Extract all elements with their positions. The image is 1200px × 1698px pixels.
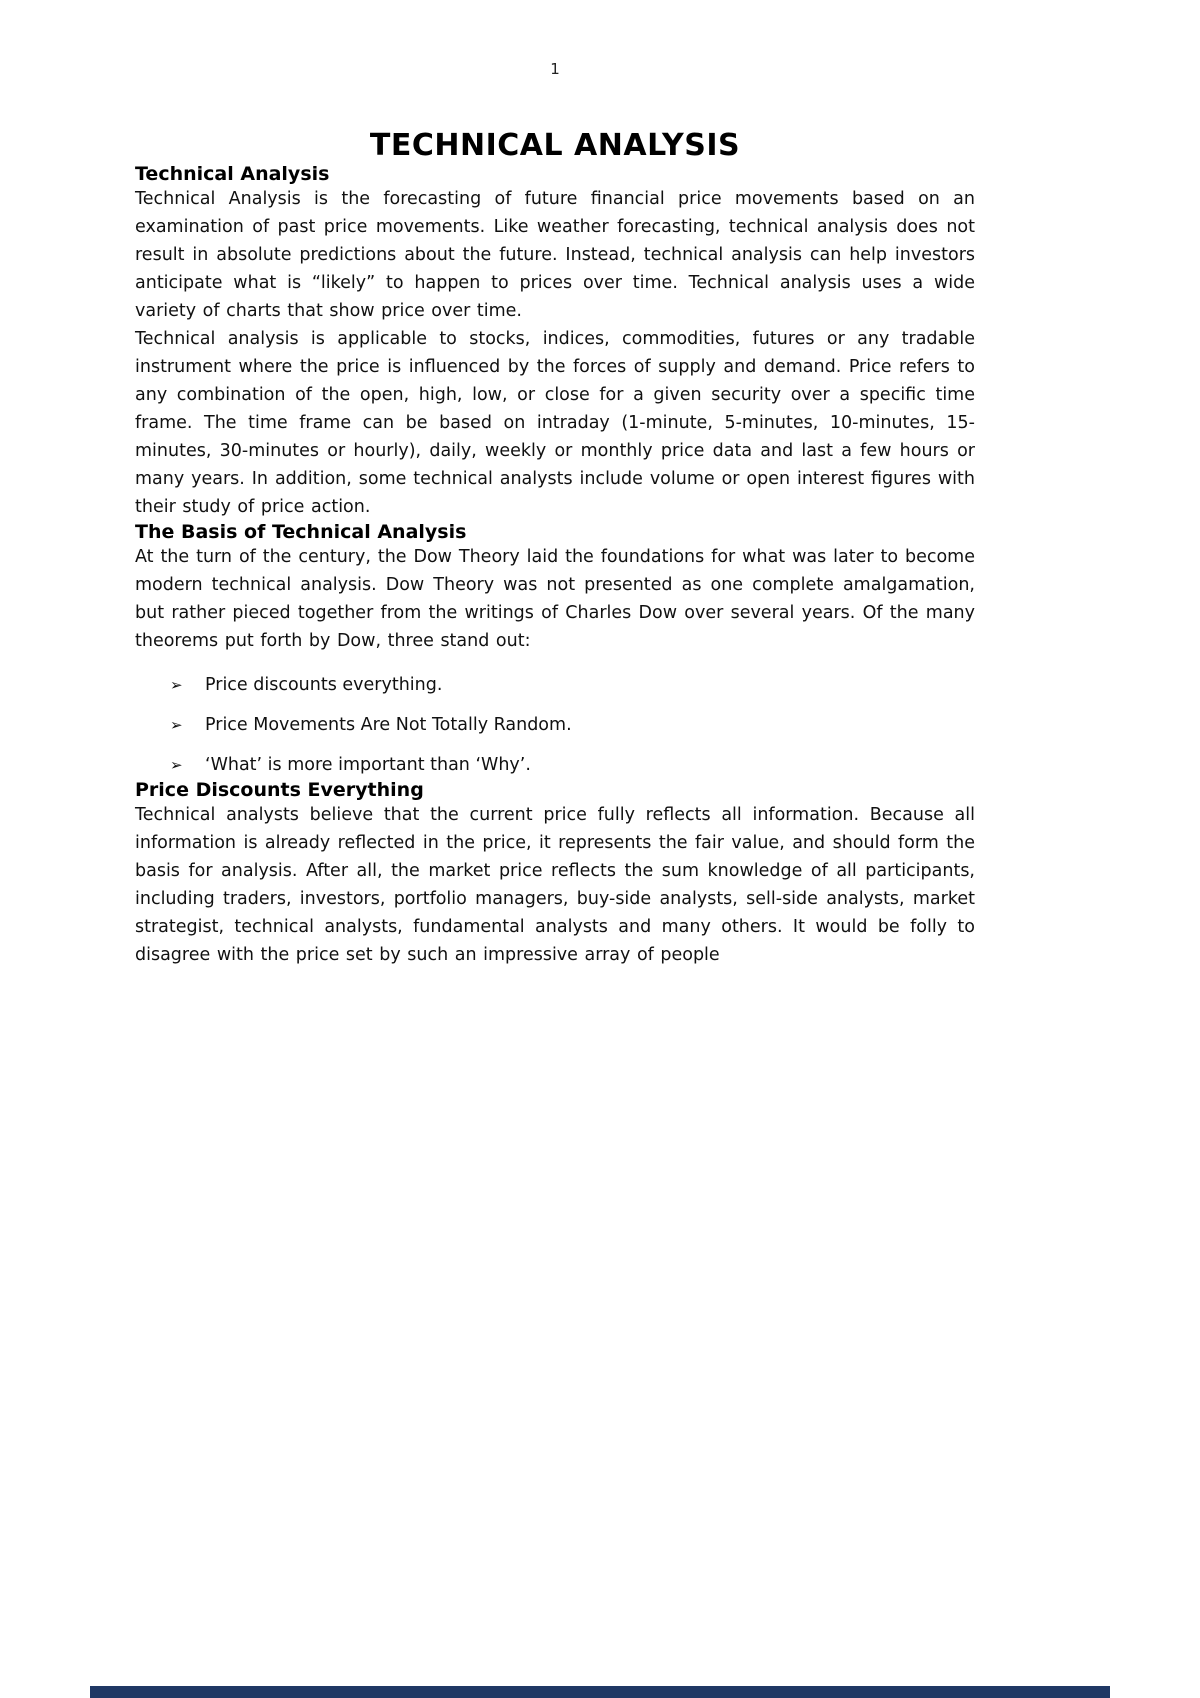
arrow-bullet-icon: ➢ [170, 716, 183, 734]
section-heading-basis: The Basis of Technical Analysis [135, 521, 467, 543]
section-heading-technical-analysis: Technical Analysis [135, 163, 330, 185]
list-item-text: ‘What’ is more important than ‘Why’. [205, 755, 531, 775]
list-item-text: Price Movements Are Not Totally Random. [205, 715, 572, 735]
document-content [135, 0, 975, 969]
list-item [135, 751, 975, 779]
dow-theorems-list [135, 671, 975, 779]
list-item [135, 671, 975, 699]
arrow-bullet-icon: ➢ [170, 756, 183, 774]
document-title: TECHNICAL ANALYSIS [369, 128, 741, 163]
section-heading-price-discounts: Price Discounts Everything [135, 779, 424, 801]
list-item-text: Price discounts everything. [205, 675, 443, 695]
arrow-bullet-icon: ➢ [170, 676, 183, 694]
paragraph-technical-analysis-1: Technical Analysis is the forecasting of future financial price movements based on an examination of past price movements. Like weather forecasting, technical analysis does not result in absolute predictions about the future. Instead, technical analysis can help investors anticipate what is “likely” to happen to prices over time. Technical analysis uses a wide variety of charts that show price over time. [135, 189, 975, 321]
paragraph-basis-intro: At the turn of the century, the Dow Theory laid the foundations for what was later to become modern technical analysis. Dow Theory was not presented as one complete amalgamation, but rather pieced together from the writings of Charles Dow over several years. Of the many theorems put forth by Dow, three stand out: [135, 547, 975, 651]
paragraph-price-discounts-1: Technical analysts believe that the current price fully reflects all information. Because all information is already reflected in the price, it represents the fair value, and should form the basis for analysis. After all, the market price reflects the sum knowledge of all participants, including traders, investors, portfolio managers, buy-side analysts, sell-side analysts, market strategist, technical analysts, fundamental analysts and many others. It would be folly to disagree with the price set by such an impressive array of people [135, 805, 975, 965]
page-bottom-bar [90, 1686, 1110, 1698]
list-item [135, 711, 975, 739]
page-number: 1 [550, 60, 560, 78]
paragraph-technical-analysis-2: Technical analysis is applicable to stocks, indices, commodities, futures or any tradable instrument where the price is influenced by the forces of supply and demand. Price refers to any combination of the open, high, low, or close for a given security over a specific time frame. The time frame can be based on intraday (1-minute, 5-minutes, 10-minutes, 15-minutes, 30-minutes or hourly), daily, weekly or monthly price data and last a few hours or many years. In addition, some technical analysts include volume or open interest figures with their study of price action. [135, 329, 975, 517]
